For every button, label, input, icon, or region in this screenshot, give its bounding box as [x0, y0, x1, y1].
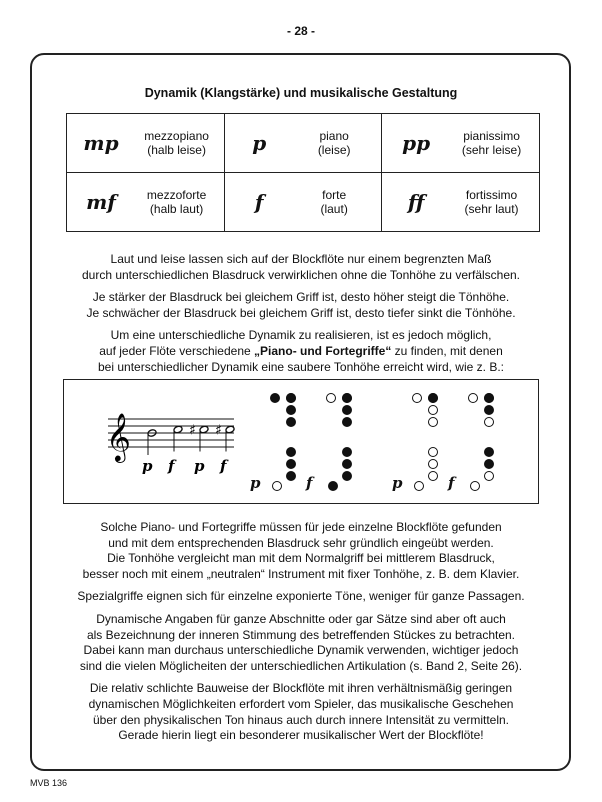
bold-term: „Piano- und Fortegriffe“ — [254, 343, 392, 358]
dynamic-name: pianissimo — [463, 129, 520, 143]
note — [189, 423, 209, 476]
dynamic-name: fortissimo — [465, 188, 518, 202]
dynamic-name: piano — [319, 129, 349, 143]
finger-hole — [428, 417, 438, 427]
dynamic-meaning: (halb laut) — [149, 202, 204, 216]
fingering-example-box — [63, 379, 539, 504]
finger-hole — [428, 471, 438, 481]
treble-clef: 𝄞 — [106, 412, 131, 461]
finger-hole — [484, 405, 494, 415]
dynamic-meaning: (sehr laut) — [464, 202, 519, 216]
thumb-hole — [468, 393, 478, 403]
page-title: Dynamik (Klangstärke) und musikalische Gestaltung — [144, 86, 458, 100]
page-number: - 28 - — [286, 24, 315, 38]
finger-hole — [484, 471, 494, 481]
finger-hole — [428, 447, 438, 457]
finger-hole — [286, 459, 296, 469]
finger-hole — [286, 447, 296, 457]
finger-hole — [428, 405, 438, 415]
dynamic-name: mezzopiano — [144, 129, 209, 143]
dynamic-meaning: (leise) — [317, 143, 351, 157]
paragraph: Solche Piano- und Fortegriffe müssen für jede einzelne Blockflöte gefunden und mit dem entsprechenden Blasdruck sehr gründlich eingeübt werden. Die Tonhöhe vergleicht man mit dem Normalgriff bei mittlerem Blasdruck, besser noch mit einem „neutralen“ Instrument mit fixer Tonhöhe, z. B. dem Klavier. — [82, 520, 520, 581]
finger-hole — [484, 447, 494, 457]
finger-hole — [286, 471, 296, 481]
note-dynamic: p — [194, 457, 205, 475]
dynamic-symbol: p — [252, 131, 267, 155]
finger-hole — [484, 417, 494, 427]
dynamic-meaning: (sehr leise) — [461, 143, 522, 157]
finger-hole — [342, 459, 352, 469]
note — [215, 423, 235, 476]
low-hole — [414, 481, 424, 491]
finger-hole — [428, 393, 438, 403]
note — [142, 429, 157, 475]
finger-hole — [342, 393, 352, 403]
thumb-hole — [270, 393, 280, 403]
finger-hole — [342, 405, 352, 415]
low-hole — [328, 481, 338, 491]
note-dynamic: f — [168, 457, 175, 475]
fingering-dynamic: f — [448, 474, 455, 492]
dynamic-symbol: pp — [402, 131, 431, 155]
intro-text — [60, 252, 542, 382]
dynamic-symbol: mf — [86, 190, 116, 214]
finger-hole — [428, 459, 438, 469]
dynamic-symbol: f — [254, 190, 264, 214]
fingering-dynamic: p — [392, 474, 403, 492]
low-hole — [470, 481, 480, 491]
dynamics-table — [66, 113, 540, 232]
paragraph: Spezialgriffe eignen sich für einzelne exponierte Töne, weniger für ganze Passagen. — [77, 589, 525, 604]
finger-hole — [286, 393, 296, 403]
dynamic-name: forte — [322, 188, 347, 202]
finger-hole — [342, 447, 352, 457]
dynamic-meaning: (halb leise) — [147, 143, 206, 157]
finger-hole — [342, 417, 352, 427]
paragraph: Die relativ schlichte Bauweise der Blockflöte mit ihren verhältnismäßig geringen dynamischen Möglichkeiten erfordert vom Spieler, das musikalische Geschehen über den physikalischen Ton hinaus auch durch innere Intensität zu vermitteln. Gerade hierin liegt ein besonderer musikalischer Wert der Blockflöte! — [88, 681, 514, 743]
fingering-dynamic: p — [250, 474, 261, 492]
dynamic-symbol: mp — [83, 131, 119, 155]
note-dynamic: f — [220, 457, 227, 475]
sharp-sign: ♯ — [189, 422, 196, 439]
dynamic-symbol: ff — [407, 190, 425, 214]
finger-hole — [484, 393, 494, 403]
thumb-hole — [326, 393, 336, 403]
dynamic-name: mezzoforte — [146, 188, 207, 202]
finger-hole — [286, 417, 296, 427]
note-dynamic: p — [142, 457, 153, 475]
body-text — [60, 520, 542, 751]
paragraph: Laut und leise lassen sich auf der Blockflöte nur einem begrenzten Maß durch unterschiedlichen Blasdruck verwirklichen ohne die Tonhöhe zu verfälschen. — [81, 252, 521, 282]
low-hole — [272, 481, 282, 491]
table-row — [67, 114, 540, 173]
paragraph: Dynamische Angaben für ganze Abschnitte oder gar Sätze sind aber oft auch als Bezeichnung der inneren Stimmung des betreffenden Stückes zu betrachten. Dabei kann man durchaus unterschiedliche Dynamik verwenden, wichtiger jedoch sind die vielen Möglicheiten der unterschiedlichen Artikulation (s. Band 2, Seite 26). — [79, 611, 523, 673]
music-staff — [64, 380, 264, 503]
footer-code: MVB 136 — [30, 778, 68, 788]
paragraph: Um eine unterschiedliche Dynamik zu realisieren, ist es jedoch möglich, auf jeder Flöte verschiedene „Piano- und Fortegriffe“ zu finden, mit denen bei unterschiedlicher Dynamik eine saubere Tonhöhe erreicht wird, wie z. B.: — [98, 328, 504, 374]
finger-hole — [286, 405, 296, 415]
fingering-dynamic: f — [306, 474, 313, 492]
dynamic-meaning: (laut) — [320, 202, 348, 216]
thumb-hole — [412, 393, 422, 403]
table-row — [67, 173, 540, 232]
paragraph: Je stärker der Blasdruck bei gleichem Griff ist, desto höher steigt die Tönhöhe. Je schwächer der Blasdruck bei gleichem Griff ist, desto tiefer sinkt die Tönhöhe. — [86, 290, 516, 320]
sharp-sign: ♯ — [215, 422, 222, 439]
finger-hole — [484, 459, 494, 469]
finger-hole — [342, 471, 352, 481]
